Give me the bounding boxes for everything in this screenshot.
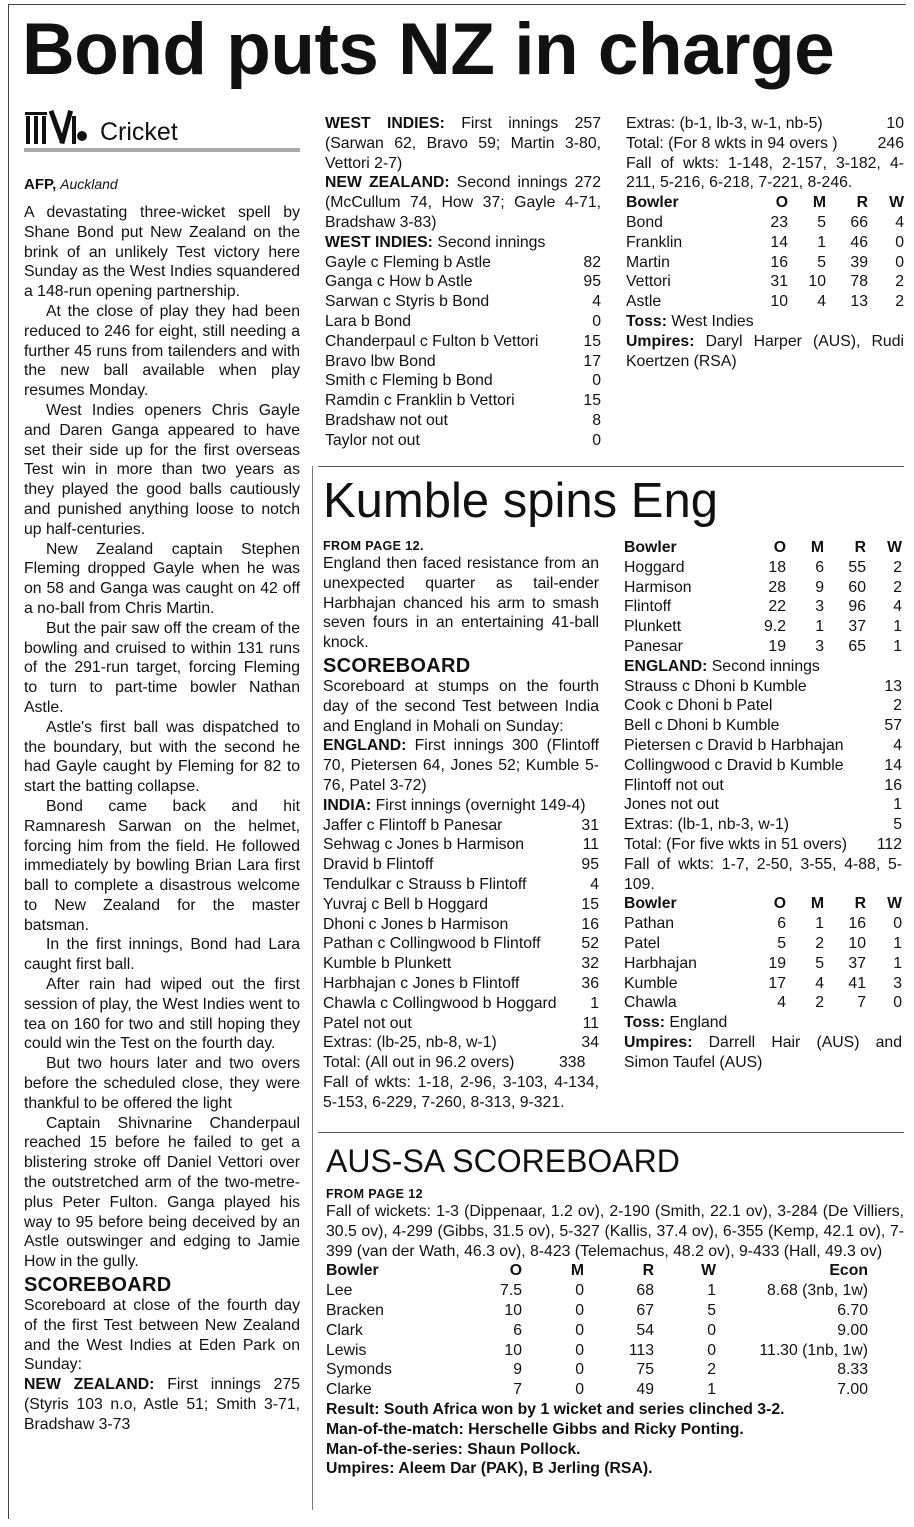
batting-row: Strauss c Dhoni b Kumble 13 [624,677,902,695]
bowling-row: Panesar 19 3 65 1 [624,637,902,655]
from-page: FROM PAGE 12. [323,539,424,553]
eng-first-innings: ENGLAND: First innings 300 (Flintoff 70, Pietersen 64, Jones 52; Kumble 5-76, Patel 3-72) [323,737,599,794]
bowling-list [626,213,904,312]
batting-row: Flintoff not out 16 [624,776,902,794]
byline-city: Auckland [60,176,118,192]
story-column-3 [626,114,904,371]
batting-row: Sehwag c Jones b Harmison 11 [323,836,599,854]
umpires: Umpires: Darrell Hair (AUS) and Simon Taufel (AUS) [624,1033,902,1071]
batting-row: Taylor not out 0 [325,431,601,449]
bowling-row: Bracken 10 0 67 5 6.70 [326,1301,868,1319]
story-paragraph: But two hours later and two overs before the scheduled close, they were thankful to be offered the light [24,1055,300,1112]
umpires: Umpires: Aleem Dar (PAK), B Jerling (RSA). [326,1460,653,1478]
batting-row: Pathan c Collingwood b Flintoff 52 [323,935,599,953]
fall-of-wickets: Fall of wkts: 1-18, 2-96, 3-103, 4-134, 5-153, 6-229, 7-260, 8-313, 9-321. [323,1073,599,1111]
batting-row: Pietersen c Dravid b Harbhajan 4 [624,736,902,754]
story-paragraph: West Indies openers Chris Gayle and Daren Ganga appeared to have set their side up for the first overseas Test win in more than two years as they played the good balls cautiously and punished anything loose to notch up half-centuries. [24,401,300,538]
india-batting-list [323,816,599,1034]
batting-row: Jaffer c Flintoff b Panesar 31 [323,816,599,834]
story-column-1 [24,112,300,1435]
scoreboard-title: SCOREBOARD [24,1274,172,1297]
story-paragraph: At the close of play they had been reduced to 246 for eight, still needing a further 45 runs from tailenders and with the new ball available when play resumes Monday. [24,302,300,400]
eng-batting-list [624,677,902,816]
bowling-row: Symonds 9 0 75 2 8.33 [326,1361,868,1379]
wi-batting-list [325,253,601,451]
batting-row: Harbhajan c Jones b Flintoff 36 [323,974,599,992]
batting-row: Collingwood c Dravid b Kumble 14 [624,756,902,774]
batting-row: Patel not out 11 [323,1014,599,1032]
kumble-column-1: FROM PAGE 12. England then faced resistance from an unexpected quarter as tail-ender Harbhajan chanced his arm to smash seven fours in an entertaining 41-ball knock. SCOREBOARD Scoreboard at stumps on the fourth day of the second Test between India and England in Mohali on Sunday: ENGLAND: First innings 300 (Flintoff 70, Pietersen 64, Jones 52; Kumble 5-76, Patel 3-72) INDIA: First innings (overnight 149-4) Jaffer c Flintoff b Panesar 31 Sehwag c Jones b Harmison 11 Dravid b Flintoff 95 Tendulkar c Strauss b Flintoff 4 Yuvraj c Bell b Hoggard 15 Dhoni c Jones b Harmison 16 Pathan c Collingwood b Flintoff 52 Kumble b Plunkett 32 Harbhajan c Jones b Flintoff 36 Chawla c Collingwood b Hoggard 1 Patel not out 11 Extras: (lb-25, nb-8, w-1) 34 Total: (All out in 96.2 overs) 338 Fall of wkts: 1-18, 2-96, 3-103, 4-134, 5-153, 6-229, 7-260, 8-313, 9-321. [323,539,599,1111]
cricket-wickets-icon [24,106,94,146]
fall-of-wickets: Fall of wickets: 1-3 (Dippenaar, 1.2 ov), 2-190 (Smith, 22.1 ov), 3-284 (De Villiers, 30.5 ov), 4-299 (Gibbs, 31.5 ov), 5-327 (Kallis, 37.4 ov), 6-355 (Kemp, 42.1 ov), 7-399 (van der Wath, 46.3 ov), 8-423 (Telemachus, 48.2 ov), 9-433 (Hall, 49.3 ov) [326,1203,904,1260]
kumble-intro: England then faced resistance from an unexpected quarter as tail-ender Harbhajan chanced his arm to smash seven fours in an entertaining 41-ball knock. [323,555,599,652]
man-of-the-series: Man-of-the-series: Shaun Pollock. [326,1440,581,1458]
batting-row: Smith c Fleming b Bond 0 [325,372,601,390]
section-header [24,112,300,152]
kumble-headline: Kumble spins Eng [323,474,718,528]
batting-row: Bell c Dhoni b Kumble 57 [624,717,902,735]
kumble-scoreboard-title: SCOREBOARD [323,654,471,677]
batting-row: Gayle c Fleming b Astle 82 [325,253,601,271]
total-row: Total: (For five wkts in 51 overs) 112 [624,835,902,853]
extras-row: Extras: (lb-25, nb-8, w-1) 34 [323,1034,599,1052]
section-divider [318,1132,904,1133]
aus-bowling-list [326,1281,904,1400]
column-divider [312,466,313,1510]
story-column-2 [325,114,601,451]
batting-row: Ganga c How b Astle 95 [325,273,601,291]
batting-row: Tendulkar c Strauss b Flintoff 4 [323,875,599,893]
bowling-row: Hoggard 18 6 55 2 [624,558,902,576]
bowling-row: Clarke 7 0 49 1 7.00 [326,1381,868,1399]
wi-second-innings: WEST INDIES: Second innings [325,233,546,251]
story-paragraph: New Zealand captain Stephen Fleming dropped Gayle when he was on 58 and Ganga was caught on 42 off a no-ball from Chris Martin. [24,540,300,617]
batting-row: Jones not out 1 [624,796,902,814]
ind-bowling-list [624,914,902,1013]
bowling-row: Clark 6 0 54 0 9.00 [326,1321,868,1339]
story-paragraph: A devastating three-wicket spell by Shane Bond put New Zealand on the brink of an unlikely Test victory here Sunday as the West Indies squandered a 148-run opening partnership. [24,204,300,301]
batting-row: Bradshaw not out 8 [325,411,601,429]
bowling-row: Vettori 31 10 78 2 [626,273,904,291]
fall-of-wickets: Fall of wkts: 1-148, 2-157, 3-182, 4-211, 5-216, 6-218, 7-221, 8-246. [626,154,904,192]
batting-row: Kumble b Plunkett 32 [323,955,599,973]
bowling-row: Franklin 14 1 46 0 [626,233,904,251]
nz-second-innings: NEW ZEALAND: Second innings 272 (McCullum 74, How 37; Gayle 4-71, Bradshaw 3-83) [325,174,601,231]
toss: Toss: West Indies [626,312,754,330]
total-row: Total: (All out in 96.2 overs) 338 [323,1054,586,1072]
eng-bowling-list [624,558,902,657]
batting-row: Chanderpaul c Fulton b Vettori 15 [325,332,601,350]
match-result: Result: South Africa won by 1 wicket and series clinched 3-2. [326,1400,785,1418]
man-of-the-match: Man-of-the-match: Herschelle Gibbs and Ricky Ponting. [326,1420,744,1438]
from-page: FROM PAGE 12 [326,1187,423,1201]
story-paragraph: Bond came back and hit Ramnaresh Sarwan on the helmet, forcing him from the field. He followed immediately by bowling Brian Lara first ball to complete a disastrous welcome to New Zealand for the master batsman. [24,797,300,934]
aus-sa-headline: AUS-SA SCOREBOARD [326,1143,680,1179]
extras-row: Extras: (b-1, lb-3, w-1, nb-5) 10 [626,115,904,132]
byline-agency: AFP, [24,176,57,193]
bowling-row: Lee 7.5 0 68 1 8.68 (3nb, 1w) [326,1282,868,1300]
bowling-row: Martin 16 5 39 0 [626,253,904,271]
bowling-row: Flintoff 22 3 96 4 [624,598,902,616]
bowling-row: Bond 23 5 66 4 [626,213,904,231]
bowling-header: Bowler O M R W [626,194,904,212]
bowling-row: Harmison 28 9 60 2 [624,578,902,596]
story-paragraph: In the first innings, Bond had Lara caught first ball. [24,936,300,974]
total-row: Total: (For 8 wkts in 94 overs ) 246 [626,134,904,152]
batting-row: Cook c Dhoni b Patel 2 [624,697,902,715]
batting-row: Sarwan c Styris b Bond 4 [325,293,601,311]
bowling-row: Lewis 10 0 113 0 11.30 (1nb, 1w) [326,1341,868,1359]
section-label: Cricket [100,118,178,146]
bowling-row: Astle 10 4 13 2 [626,293,904,311]
story-paragraph: After rain had wiped out the first session of play, the West Indies went to tea on 160 for two and still hoping they could win the Test on the fourth day. [24,976,301,1053]
story-paragraph: Captain Shivnarine Chanderpaul reached 15 before he failed to get a blistering stroke off Daniel Vettori over the outstretched arm of the two-metre-plus Peter Fulton. Ganga played his way to 95 before being deceived by an Astle outswinger and edging to Jamie How in the gully. [24,1114,300,1271]
story-paragraph: But the pair saw off the cream of the bowling and cruised to within 131 runs of the 291-run target, forcing Fleming to turn to part-time bowler Nathan Astle. [24,619,300,716]
batting-row: Ramdin c Franklin b Vettori 15 [325,392,601,410]
fall-of-wickets: Fall of wkts: 1-7, 2-50, 3-55, 4-88, 5-109. [624,855,902,893]
wi-first-innings: WEST INDIES: First innings 257 (Sarwan 62, Bravo 59; Martin 3-80, Vettori 2-7) [325,115,601,172]
aus-sa-scoreboard [326,1186,904,1479]
bowling-header: Bowler O M R W [624,539,902,556]
umpires: Umpires: Daryl Harper (AUS), Rudi Koertzen (RSA) [626,332,904,370]
main-headline: Bond puts NZ in charge [22,9,835,90]
bowling-row: Pathan 6 1 16 0 [624,915,902,933]
batting-row: Dravid b Flintoff 95 [323,856,599,874]
nz-first-innings: NEW ZEALAND: First innings 275 (Styris 103 n.o, Astle 51; Smith 3-71, Bradshaw 3-73 [24,1376,300,1433]
story-paragraph: Astle's first ball was dispatched to the boundary, but with the second he had Gayle caught by Fleming for 82 to start the batting collapse. [24,718,300,796]
batting-row: Yuvraj c Bell b Hoggard 15 [323,895,599,913]
bowling-header: Bowler O M R W [624,895,902,913]
batting-row: Lara b Bond 0 [325,312,601,330]
eng-second-innings: ENGLAND: Second innings [624,657,820,675]
byline [24,174,300,195]
bowling-row: Patel 5 2 10 1 [624,934,902,952]
section-divider [318,466,904,467]
batting-row: Chawla c Collingwood b Hoggard 1 [323,994,599,1012]
bowling-row: Chawla 4 2 7 0 [624,994,902,1012]
batting-row: Bravo lbw Bond 17 [325,352,601,370]
extras-row: Extras: (lb-1, nb-3, w-1) 5 [624,816,902,834]
toss: Toss: England [624,1014,728,1032]
scoreboard-intro: Scoreboard at close of the fourth day of the first Test between New Zealand and the West Indies at Eden Park on Sunday: NEW ZEALAND: First innings 275 (Styris 103 n.o, Astle 51; Smith 3-71, Bradshaw 3-73 [24,1297,300,1433]
ind-first-innings: INDIA: First innings (overnight 149-4) [323,796,586,814]
bowling-header: Bowler O M R W Econ [326,1262,868,1280]
bowling-row: Harbhajan 19 5 37 1 [624,954,902,972]
bowling-row: Kumble 17 4 41 3 [624,974,902,992]
story-body [24,203,300,1272]
batting-row: Dhoni c Jones b Harmison 16 [323,915,599,933]
bowling-row: Plunkett 9.2 1 37 1 [624,618,902,636]
kumble-column-2 [624,538,902,1073]
